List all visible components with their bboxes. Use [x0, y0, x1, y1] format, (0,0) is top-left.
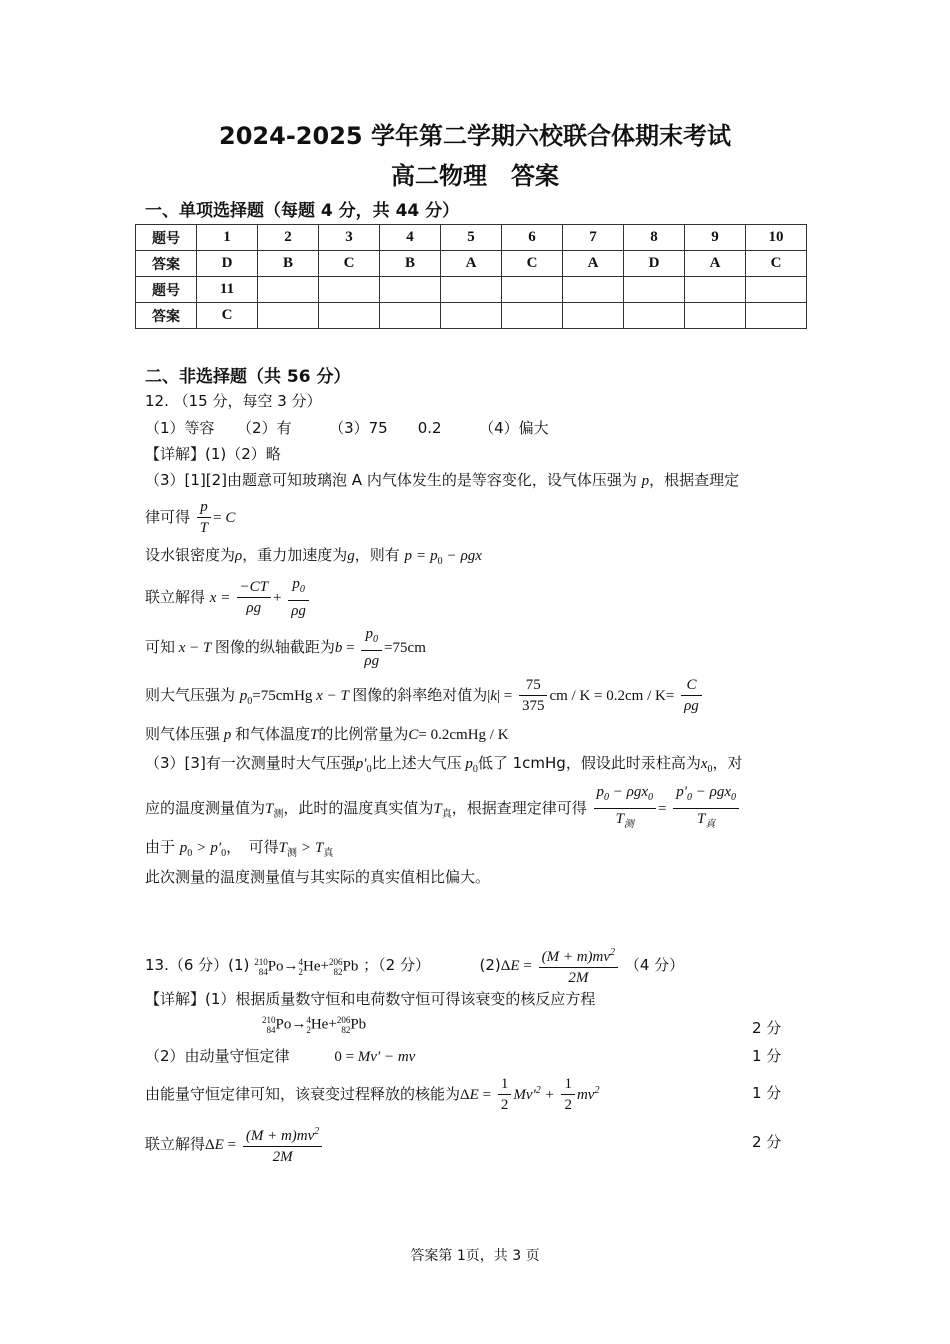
- cell: [563, 303, 624, 329]
- cell: [685, 277, 746, 303]
- choice-answer-table: [135, 224, 807, 329]
- q12-heading: 12. （15 分，每空 3 分）: [145, 392, 322, 410]
- q13-detail-2: （2）由动量守恒定律 0 = Mv′ − mv: [145, 1047, 416, 1065]
- row-head: 答案: [136, 251, 197, 277]
- cell: 2: [258, 225, 319, 251]
- cell: B: [380, 251, 441, 277]
- exam-title: 2024-2025 学年第二学期六校联合体期末考试: [219, 122, 731, 150]
- q12-line-2: 律可得 $\frac{p}{T}$ = C: [145, 499, 236, 536]
- cell: [380, 303, 441, 329]
- q13-score-2: 1 分: [752, 1047, 782, 1065]
- exam-subtitle: 高二物理 答案: [391, 162, 559, 190]
- cell: 6: [502, 225, 563, 251]
- cell: [258, 277, 319, 303]
- q12-line-6: 则大气压强为 $p_0=75cmHg$ x − T 图像的斜率绝对值为|k| = $\frac{75}{375}$ cm / K = 0.2cm / K= $\frac{C}{\rho g}$: [145, 675, 704, 716]
- q13-heading-line: 13.（6 分）(1) 210 84 Po→ 4 2 He+ 206 82 Pb ；（2 分） (2)ΔE = $\frac{(M + m)mv^2}{2M}$ （4 分）: [145, 943, 684, 988]
- row-head: 答案: [136, 303, 197, 329]
- q12-line-5: 可知 x − T 图像的纵轴截距为b = $\frac{p_0}{\rho g}$ =75cm: [145, 626, 426, 669]
- row-head: 题号: [136, 225, 197, 251]
- cell: C: [197, 303, 258, 329]
- q12-line-3: 设水银密度为ρ，重力加速度为g，则有 $p = p_0 - \rho gx$: [145, 546, 482, 567]
- q12-line-1: （3）[1][2]由题意可知玻璃泡 A 内气体发生的是等容变化，设气体压强为 p，根据查理定: [145, 471, 740, 489]
- q12-detail: 【详解】(1)（2）略: [145, 445, 281, 463]
- cell: [685, 303, 746, 329]
- table-row: [136, 277, 807, 303]
- cell: 5: [441, 225, 502, 251]
- cell: C: [746, 251, 807, 277]
- q13-score-1: 2 分: [752, 1019, 782, 1037]
- q13-detail-3: 由能量守恒定律可知，该衰变过程释放的核能为ΔE = $\frac{1}{2}$ $Mv'^2$ + $\frac{1}{2}$ $mv^2$: [145, 1076, 600, 1113]
- cell: A: [441, 251, 502, 277]
- q13-detail-4: 联立解得ΔE = $\frac{(M + m)mv^2}{2M}$: [145, 1122, 324, 1167]
- row-head: 题号: [136, 277, 197, 303]
- cell: 9: [685, 225, 746, 251]
- cell: 3: [319, 225, 380, 251]
- q12-line-4: 联立解得 x = $\frac{-CT}{\rho g}$ + $\frac{p_0}{\rho g}$: [145, 574, 311, 621]
- section-2-heading: 二、非选择题（共 56 分）: [145, 367, 351, 387]
- page-footer: 答案第 1页，共 3 页: [410, 1248, 540, 1264]
- q13-score-4: 2 分: [752, 1133, 782, 1151]
- cell: [502, 277, 563, 303]
- q13-reaction: 210 84 Po→ 4 2 He+ 206 82 Pb: [262, 1014, 367, 1035]
- table-row: [136, 303, 807, 329]
- cell: C: [319, 251, 380, 277]
- q12-line-8: （3）[3]有一次测量时大气压强$p'_0$比上述大气压 $p_0$低了 1cmHg，假设此时汞柱高为$x_0$，对: [145, 754, 743, 775]
- q13-detail-1: 【详解】(1）根据质量数守恒和电荷数守恒可得该衰变的核反应方程: [145, 990, 596, 1008]
- q12-line-9: 应的温度测量值为$T_测$，此时的温度真实值为$T_真$，根据查理定律可得 $\frac{p_0 - \rho gx_0}{T_测}$ = $\frac{p'_0 - \rho gx_0}{T_真}$: [145, 782, 741, 835]
- cell: [502, 303, 563, 329]
- cell: [441, 277, 502, 303]
- table-row: [136, 225, 807, 251]
- cell: [624, 277, 685, 303]
- cell: [746, 303, 807, 329]
- cell: [441, 303, 502, 329]
- q12-line-10: 由于 $p_0 > p'_0$， 可得$T_测 > T_真$: [145, 838, 334, 859]
- q12-line-7: 则气体压强 p 和气体温度T的比例常量为C= 0.2cmHg / K: [145, 725, 509, 743]
- q13-score-3: 1 分: [752, 1084, 782, 1102]
- cell: 7: [563, 225, 624, 251]
- cell: 4: [380, 225, 441, 251]
- cell: [319, 277, 380, 303]
- table-row: [136, 251, 807, 277]
- cell: C: [502, 251, 563, 277]
- cell: [319, 303, 380, 329]
- cell: [258, 303, 319, 329]
- cell: 11: [197, 277, 258, 303]
- cell: A: [563, 251, 624, 277]
- q12-conclusion: 此次测量的温度测量值与其实际的真实值相比偏大。: [145, 868, 491, 886]
- cell: [563, 277, 624, 303]
- cell: 8: [624, 225, 685, 251]
- q12-answers: （1）等容 （2）有 （3）75 0.2 （4）偏大: [145, 419, 549, 437]
- cell: [380, 277, 441, 303]
- cell: [746, 277, 807, 303]
- cell: 1: [197, 225, 258, 251]
- cell: [624, 303, 685, 329]
- cell: D: [624, 251, 685, 277]
- cell: A: [685, 251, 746, 277]
- cell: D: [197, 251, 258, 277]
- cell: 10: [746, 225, 807, 251]
- section-1-heading: 一、单项选择题（每题 4 分，共 44 分）: [145, 201, 460, 221]
- cell: B: [258, 251, 319, 277]
